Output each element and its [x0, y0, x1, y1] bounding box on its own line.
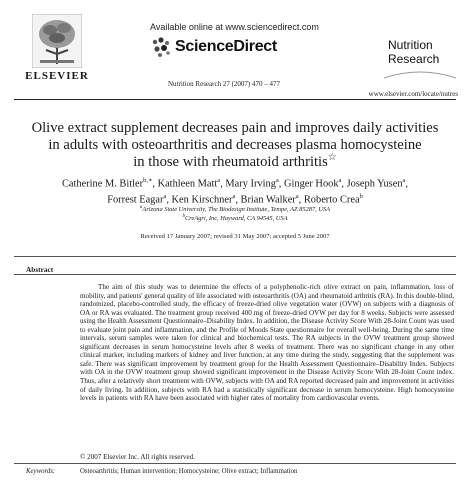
- journal-name-line1: Nutrition: [388, 38, 433, 52]
- header-divider: [14, 99, 456, 100]
- abstract-heading: Abstract: [26, 265, 54, 274]
- author-affiliation-mark: a: [232, 193, 236, 201]
- article-title: [20, 120, 450, 171]
- author-separator: ,: [220, 178, 226, 190]
- author-affiliation-mark: a: [163, 193, 167, 201]
- author-separator: ,: [405, 178, 409, 190]
- elsevier-tree-icon: [32, 14, 82, 68]
- title-line-1: Olive extract supplement decreases pain and improves daily activities: [31, 120, 439, 136]
- author-name[interactable]: Ginger Hook: [283, 178, 339, 190]
- keywords-heading: Keywords:: [26, 468, 56, 475]
- affiliation-mark: a: [139, 205, 143, 210]
- keywords-divider: [14, 463, 456, 464]
- affiliation-a: [0, 205, 470, 213]
- abstract-top-divider: [14, 256, 456, 257]
- author-separator: ,: [341, 178, 347, 190]
- journal-name: [388, 38, 439, 66]
- author-name[interactable]: Catherine M. Bitler: [61, 178, 144, 190]
- elsevier-logo: [14, 14, 100, 84]
- author-separator: ,: [298, 194, 304, 206]
- author-name[interactable]: Forrest Eagar: [107, 194, 164, 206]
- author-separator: ,: [166, 194, 172, 206]
- author-name[interactable]: Roberto Crea: [303, 194, 360, 206]
- author-affiliation-mark: a: [275, 177, 279, 184]
- affiliation-text: CreAgri, Inc, Hayward, CA 94545, USA: [184, 215, 288, 223]
- journal-url[interactable]: www.elsevier.com/locate/nutres: [368, 90, 458, 98]
- author-affiliation-mark: b,∗: [143, 177, 153, 184]
- author-affiliation-mark: a: [295, 193, 299, 201]
- journal-citation: Nutrition Research 27 (2007) 470 – 477: [168, 80, 280, 88]
- journal-name-line2: Research: [388, 52, 440, 66]
- author-affiliation-mark: a: [217, 177, 221, 184]
- title-line-3: in those with rheumatoid arthritis: [133, 154, 328, 170]
- title-line-2: in adults with osteoarthritis and decreases plasma homocysteine: [48, 137, 422, 153]
- author-name[interactable]: Joseph Yusen: [346, 178, 403, 190]
- available-online-text: Available online at www.sciencedirect.com: [150, 22, 319, 32]
- publisher-name: ELSEVIER: [25, 70, 89, 82]
- article-dates: Received 17 January 2007; revised 31 May 2007; accepted 5 June 2007: [140, 233, 330, 240]
- author-separator: ,: [152, 178, 158, 190]
- author-list: [22, 174, 448, 207]
- affiliation-text: Arizona State University, The Biodesign Institute, Tempe, AZ 85287, USA: [142, 206, 331, 214]
- author-line-1: [22, 174, 448, 190]
- sciencedirect-brand: ScienceDirect: [175, 38, 277, 55]
- abstract-body: The aim of this study was to determine the effects of a polyphenolic-rich olive extract on pain, inflammation, loss of mobility, and patients' general quality of life associated with osteoarthritis (OA) and rheumatoid arthritis (RA). In this double-blind, randomized, placebo-controlled study, the efficacy of freeze-dried olive vegetation water (OVW) on subjects with a diagnosis of OA or RA was evaluated. The treatment group received 400 mg of freeze-dried OVW per day for 8 weeks. Subjects were assessed using the Health Assessment Questionnaire–Disability Index. In addition, the Disease Activity Score With 28-Joint Count was used to evaluate joint pain and inflammation, and the Profile of Moods State questionnaire for overall well-being. During the same time intervals, serum samples were taken for clinical and biochemical tests. The RA subjects in the OVW treatment group showed significant decreases in serum homocysteine levels after 8 weeks of treatment. There was no significant change in any other clinical marker, including markers of kidney and liver function, at any time during the study, suggesting that the supplement was safe. There was significant improvement by treatment group for the Health Assessment Questionnaire–Disability Index. Subjects with OA in the OVW treatment group showed significant improvement in the Disease Activity Score With 28-Joint Count index. Thus, after a relatively short treatment with OVW, subjects with OA and RA reported decreased pain and improvement in activities of daily living. In addition, subjects with RA had a statistically significant decrease in serum homocysteine. High homocysteine levels in patients with RA have been associated with higher rates of mortality from cardiovascular events.: [80, 283, 454, 403]
- title-footnote-star-icon[interactable]: ☆: [327, 152, 337, 164]
- sciencedirect-logo-icon: [150, 36, 172, 58]
- keywords-list: Osteoarthritis; Human intervention; Homocysteine; Olive extract; Inflammation: [80, 468, 298, 475]
- author-name[interactable]: Kathleen Matt: [157, 178, 218, 190]
- author-name[interactable]: Mary Irving: [225, 178, 276, 190]
- affiliation-b: [0, 214, 470, 222]
- abstract-heading-divider: [14, 274, 456, 275]
- author-affiliation-mark: a: [338, 177, 342, 184]
- copyright-notice: © 2007 Elsevier Inc. All rights reserved.: [80, 453, 195, 461]
- author-affiliation-mark: a: [402, 177, 406, 184]
- affiliation-mark: b: [182, 214, 185, 219]
- title-line-3-wrap: [20, 154, 450, 171]
- author-name[interactable]: Ken Kirschner: [171, 194, 233, 206]
- author-separator: ,: [235, 194, 241, 206]
- author-name[interactable]: Brian Walker: [240, 194, 296, 206]
- author-affiliation-mark: b: [359, 193, 363, 201]
- author-separator: ,: [278, 178, 284, 190]
